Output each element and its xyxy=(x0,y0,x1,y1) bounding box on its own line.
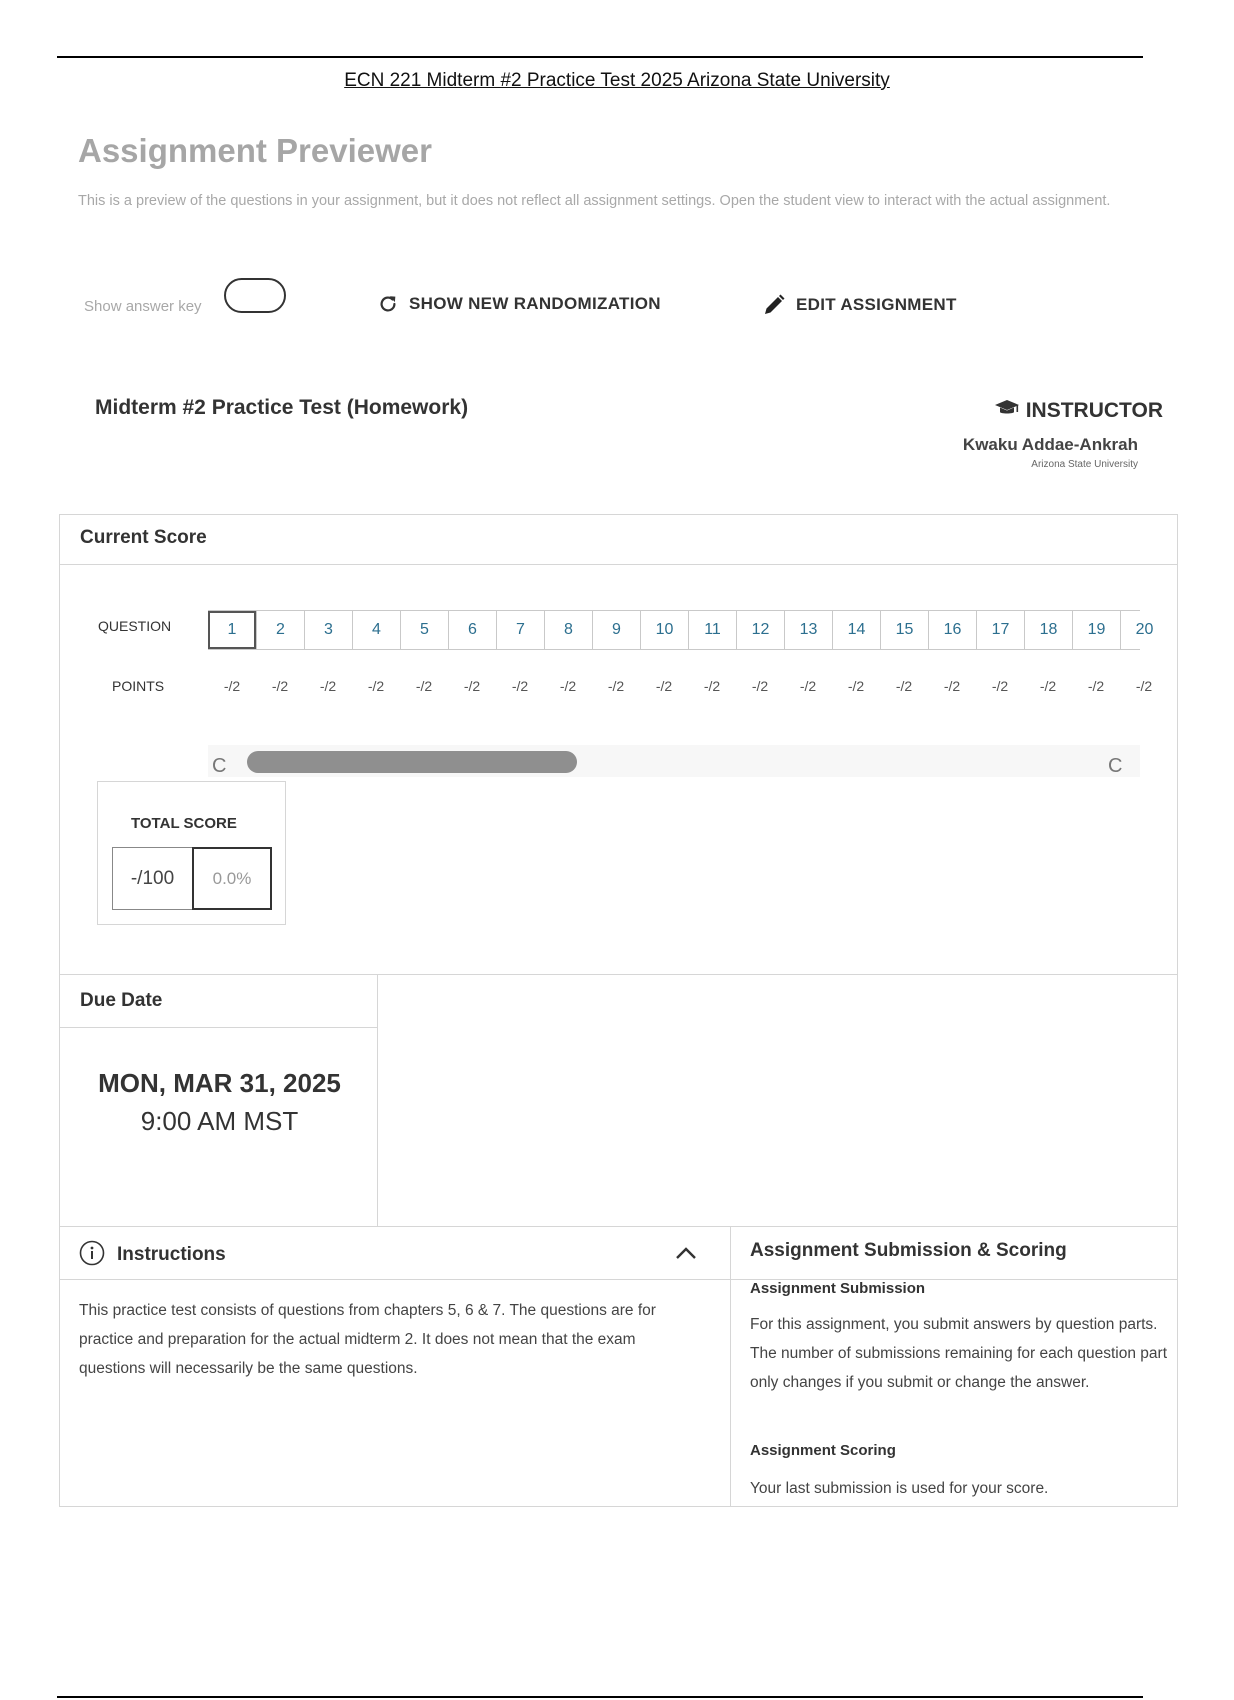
previewer-title: Assignment Previewer xyxy=(78,132,432,169)
previewer-description: This is a preview of the questions in your assignment, but it does not reflect all assignment settings. Open the student view to interact with the actual assignment. xyxy=(78,193,1111,209)
bottom-rule xyxy=(57,1696,1143,1698)
answer-key-toggle[interactable] xyxy=(224,278,286,313)
instructor-name: Kwaku Addae-Ankrah xyxy=(962,435,1138,454)
question-tab[interactable]: 16 xyxy=(928,611,976,649)
question-tab[interactable]: 13 xyxy=(784,611,832,649)
due-date-value: MON, MAR 31, 2025 xyxy=(98,1068,341,1098)
question-points: -/2 xyxy=(799,678,817,694)
divider xyxy=(60,1027,377,1028)
submission-scoring-heading: Assignment Submission & Scoring xyxy=(750,1240,1067,1261)
divider xyxy=(60,1226,1178,1227)
points-label: POINTS xyxy=(112,678,165,694)
question-tab[interactable]: 6 xyxy=(448,611,496,649)
question-tab[interactable]: 3 xyxy=(304,611,352,649)
document-title: ECN 221 Midterm #2 Practice Test 2025 Arizona State University xyxy=(344,70,890,91)
question-label: QUESTION xyxy=(98,618,172,634)
question-tab[interactable]: 1 xyxy=(208,611,256,649)
divider xyxy=(60,1279,730,1280)
question-points: -/2 xyxy=(1087,678,1105,694)
divider xyxy=(60,974,1178,975)
answer-key-label: Show answer key xyxy=(84,298,202,315)
question-tab[interactable]: 11 xyxy=(688,611,736,649)
assignment-title: Midterm #2 Practice Test (Homework) xyxy=(95,396,469,419)
scrollbar-thumb[interactable] xyxy=(247,751,577,773)
instructions-heading: Instructions xyxy=(117,1244,226,1265)
question-points: -/2 xyxy=(367,678,385,694)
question-points: -/2 xyxy=(607,678,625,694)
divider xyxy=(60,564,1178,565)
question-tab[interactable]: 7 xyxy=(496,611,544,649)
total-score-value: -/100 xyxy=(112,847,193,910)
question-points: -/2 xyxy=(319,678,337,694)
total-score-label: TOTAL SCORE xyxy=(131,815,237,832)
due-date-heading: Due Date xyxy=(80,990,163,1011)
question-tab[interactable]: 20 xyxy=(1120,611,1168,649)
question-points: -/2 xyxy=(703,678,721,694)
question-points: -/2 xyxy=(559,678,577,694)
question-points: -/2 xyxy=(847,678,865,694)
question-points: -/2 xyxy=(1135,678,1153,694)
total-score-percent: 0.0% xyxy=(192,847,272,910)
submission-text: For this assignment, you submit answers by question parts. The number of submissions remaining for each question part only changes if you submit or change the answer. xyxy=(750,1316,1167,1391)
question-tab[interactable]: 9 xyxy=(592,611,640,649)
question-tab[interactable]: 19 xyxy=(1072,611,1120,649)
question-points: -/2 xyxy=(271,678,289,694)
question-points: -/2 xyxy=(895,678,913,694)
edit-assignment-label: EDIT ASSIGNMENT xyxy=(796,295,957,314)
question-points: -/2 xyxy=(655,678,673,694)
question-tab[interactable]: 10 xyxy=(640,611,688,649)
show-new-randomization-button[interactable] xyxy=(377,293,661,315)
question-points: -/2 xyxy=(991,678,1009,694)
scoring-text: Your last submission is used for your score. xyxy=(750,1480,1049,1497)
instructor-heading xyxy=(994,398,1163,424)
question-tab[interactable]: 2 xyxy=(256,611,304,649)
question-points: -/2 xyxy=(1039,678,1057,694)
scroll-left-button[interactable]: C xyxy=(212,755,227,777)
points-row xyxy=(208,678,1153,694)
question-points: -/2 xyxy=(415,678,433,694)
question-tab[interactable]: 8 xyxy=(544,611,592,649)
question-tab[interactable]: 15 xyxy=(880,611,928,649)
question-navigator xyxy=(208,610,1154,650)
scoring-subheading: Assignment Scoring xyxy=(750,1442,896,1459)
show-new-randomization-label: SHOW NEW RANDOMIZATION xyxy=(409,294,661,313)
scroll-right-button[interactable]: C xyxy=(1108,755,1123,777)
graduation-cap-icon xyxy=(994,398,1020,424)
instructor-university: Arizona State University xyxy=(1031,459,1138,470)
pencil-icon xyxy=(762,293,786,317)
question-tab[interactable]: 18 xyxy=(1024,611,1072,649)
current-score-heading: Current Score xyxy=(80,527,207,548)
instructions-text: This practice test consists of questions from chapters 5, 6 & 7. The questions are for practice and preparation for the actual midterm 2. It does not mean that the exam questions will necessarily be the same questions. xyxy=(79,1302,656,1377)
question-points: -/2 xyxy=(751,678,769,694)
top-rule xyxy=(57,56,1143,58)
info-icon xyxy=(79,1240,105,1271)
question-tab[interactable]: 5 xyxy=(400,611,448,649)
question-tab[interactable]: 12 xyxy=(736,611,784,649)
due-time-value: 9:00 AM MST xyxy=(140,1106,299,1136)
refresh-icon xyxy=(377,293,399,315)
question-points: -/2 xyxy=(463,678,481,694)
chevron-up-icon[interactable] xyxy=(674,1243,698,1268)
submission-subheading: Assignment Submission xyxy=(750,1280,926,1297)
edit-assignment-button[interactable] xyxy=(762,293,957,317)
question-points: -/2 xyxy=(223,678,241,694)
question-points: -/2 xyxy=(511,678,529,694)
divider xyxy=(730,1227,731,1507)
instructor-label: INSTRUCTOR xyxy=(1025,399,1163,422)
question-points: -/2 xyxy=(943,678,961,694)
divider xyxy=(377,975,378,1226)
question-tab[interactable]: 17 xyxy=(976,611,1024,649)
question-tab[interactable]: 14 xyxy=(832,611,880,649)
question-tab[interactable]: 4 xyxy=(352,611,400,649)
